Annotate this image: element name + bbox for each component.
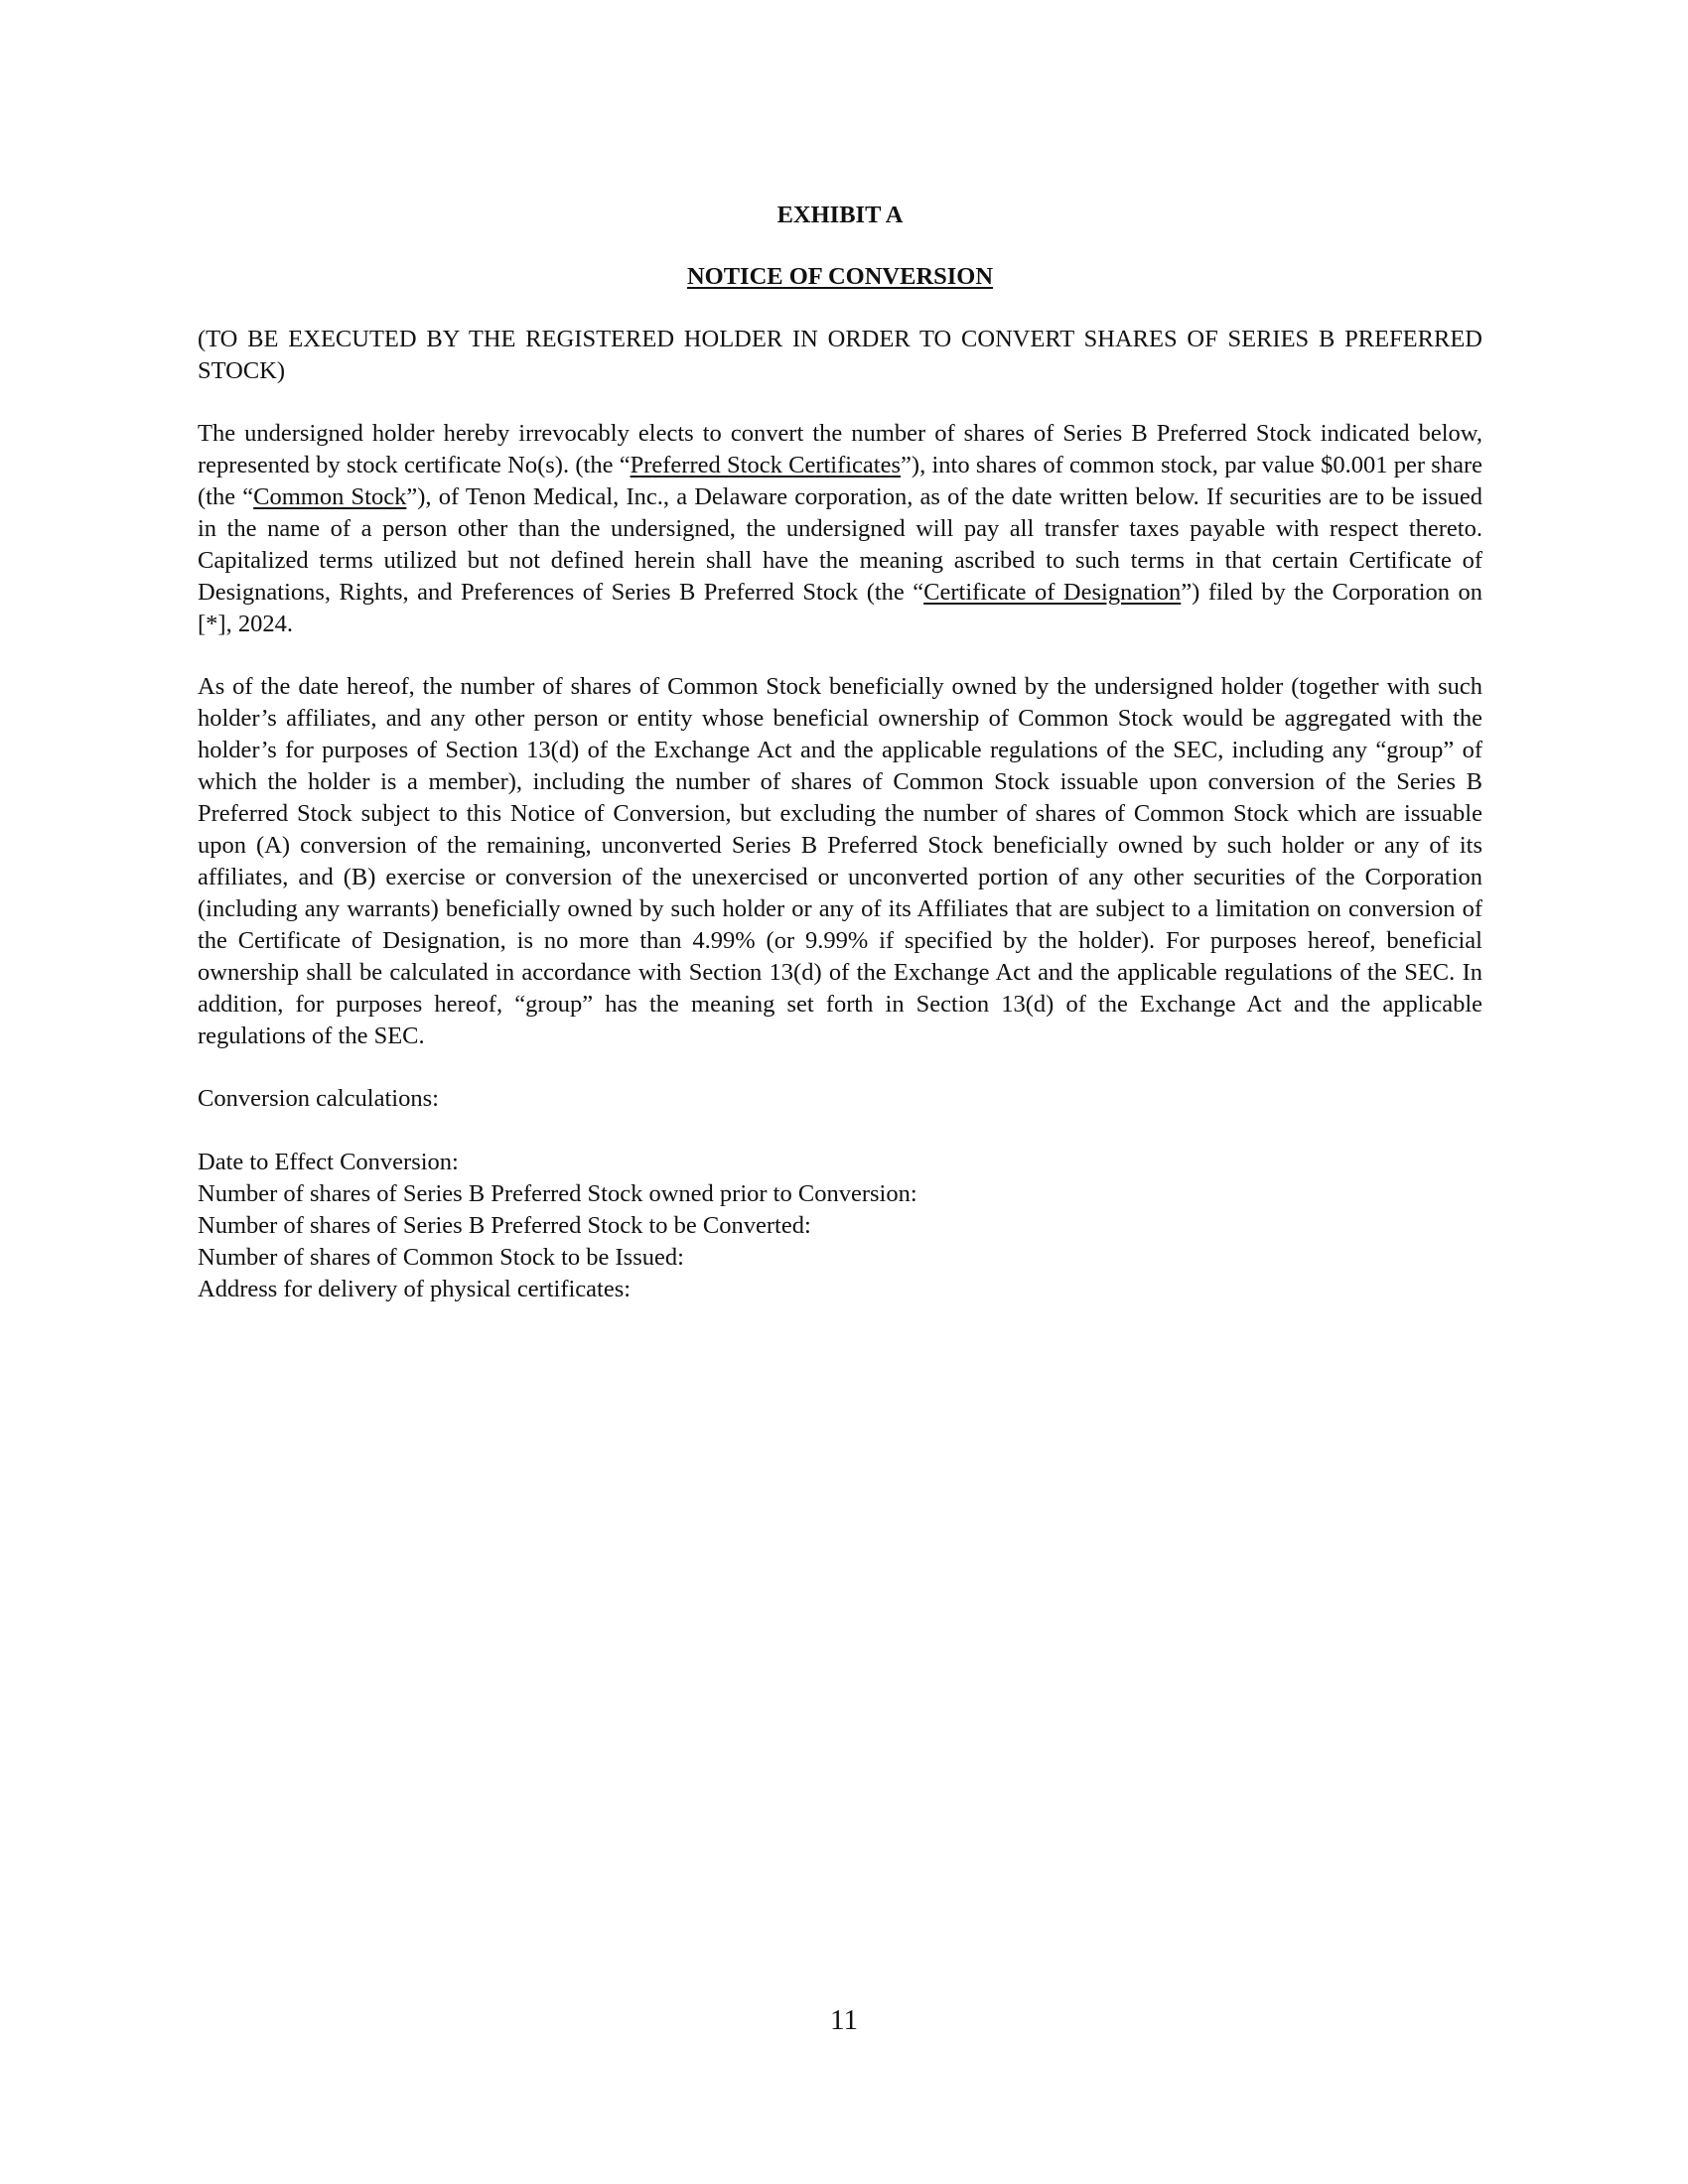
election-paragraph bbox=[198, 418, 1482, 640]
election-text-2: ”), into shares of common stock, par value $0.001 per share (the “ bbox=[198, 452, 1482, 510]
ownership-paragraph: As of the date hereof, the number of shares of Common Stock beneficially owned by the undersigned holder (together with such holder’s affiliates, and any other person or entity whose beneficial ownership of Common Stock would be aggregated with the holder’s for purposes of Section 13(d) of the Exchange Act and the applicable regulations of the SEC, including any “group” of which the holder is a member), including the number of shares of Common Stock issuable upon conversion of the Series B Preferred Stock subject to this Notice of Conversion, but excluding the number of shares of Common Stock which are issuable upon (A) conversion of the remaining, unconverted Series B Preferred Stock beneficially owned by such holder or any of its affiliates, and (B) exercise or conversion of the unexercised or unconverted portion of any other securities of the Corporation (including any warrants) beneficially owned by such holder or any of its Affiliates that are subject to a limitation on conversion of the Certificate of Designation, is no more than 4.99% (or 9.99% if specified by the holder). For purposes hereof, beneficial ownership shall be calculated in accordance with Section 13(d) of the Exchange Act and the applicable regulations of the SEC. In addition, for purposes hereof, “group” has the meaning set forth in Section 13(d) of the Exchange Act and the applicable regulations of the SEC. bbox=[198, 673, 1482, 1049]
conversion-calculations-title: Conversion calculations: bbox=[198, 1085, 439, 1112]
page-number: 11 bbox=[830, 2004, 858, 2036]
conversion-fields bbox=[198, 1147, 1482, 1305]
exhibit-title: EXHIBIT A bbox=[776, 202, 904, 228]
notice-title bbox=[198, 261, 1482, 293]
defined-term-certificate-of-designation: Certificate of Designation bbox=[923, 579, 1182, 606]
instruction-text: (TO BE EXECUTED BY THE REGISTERED HOLDER IN ORDER TO CONVERT SHARES OF SERIES B PREFERRED STOCK) bbox=[198, 326, 1482, 384]
document-body bbox=[198, 194, 1482, 1305]
field-delivery-address: Address for delivery of physical certificates: bbox=[198, 1276, 632, 1302]
election-text-1: The undersigned holder hereby irrevocably elects to convert the number of shares of Series B Preferred Stock indicated below, represented by stock certificate No(s). (the “ bbox=[198, 420, 1482, 478]
field-shares-owned-prior: Number of shares of Series B Preferred Stock owned prior to Conversion: bbox=[198, 1180, 917, 1207]
notice-title-text: NOTICE OF CONVERSION bbox=[686, 263, 994, 290]
field-shares-to-be-converted: Number of shares of Series B Preferred Stock to be Converted: bbox=[198, 1212, 811, 1239]
field-common-shares-to-be-issued: Number of shares of Common Stock to be Issued: bbox=[198, 1244, 684, 1271]
election-text-4: ”) filed by the Corporation on [*], 2024. bbox=[198, 579, 1482, 637]
defined-term-preferred-stock-certificates: Preferred Stock Certificates bbox=[630, 452, 902, 478]
field-date-to-effect-conversion: Date to Effect Conversion: bbox=[198, 1149, 459, 1175]
defined-term-common-stock: Common Stock bbox=[253, 483, 407, 510]
election-text-3: ”), of Tenon Medical, Inc., a Delaware corporation, as of the date written below. If securities are to be issued in the name of a person other than the undersigned, the undersigned will pay all transfer taxes payable with respect thereto. Capitalized terms utilized but not defined herein shall have the meaning ascribed to such terms in that certain Certificate of Designations, Rights, and Preferences of Series B Preferred Stock (the “ bbox=[198, 483, 1483, 606]
